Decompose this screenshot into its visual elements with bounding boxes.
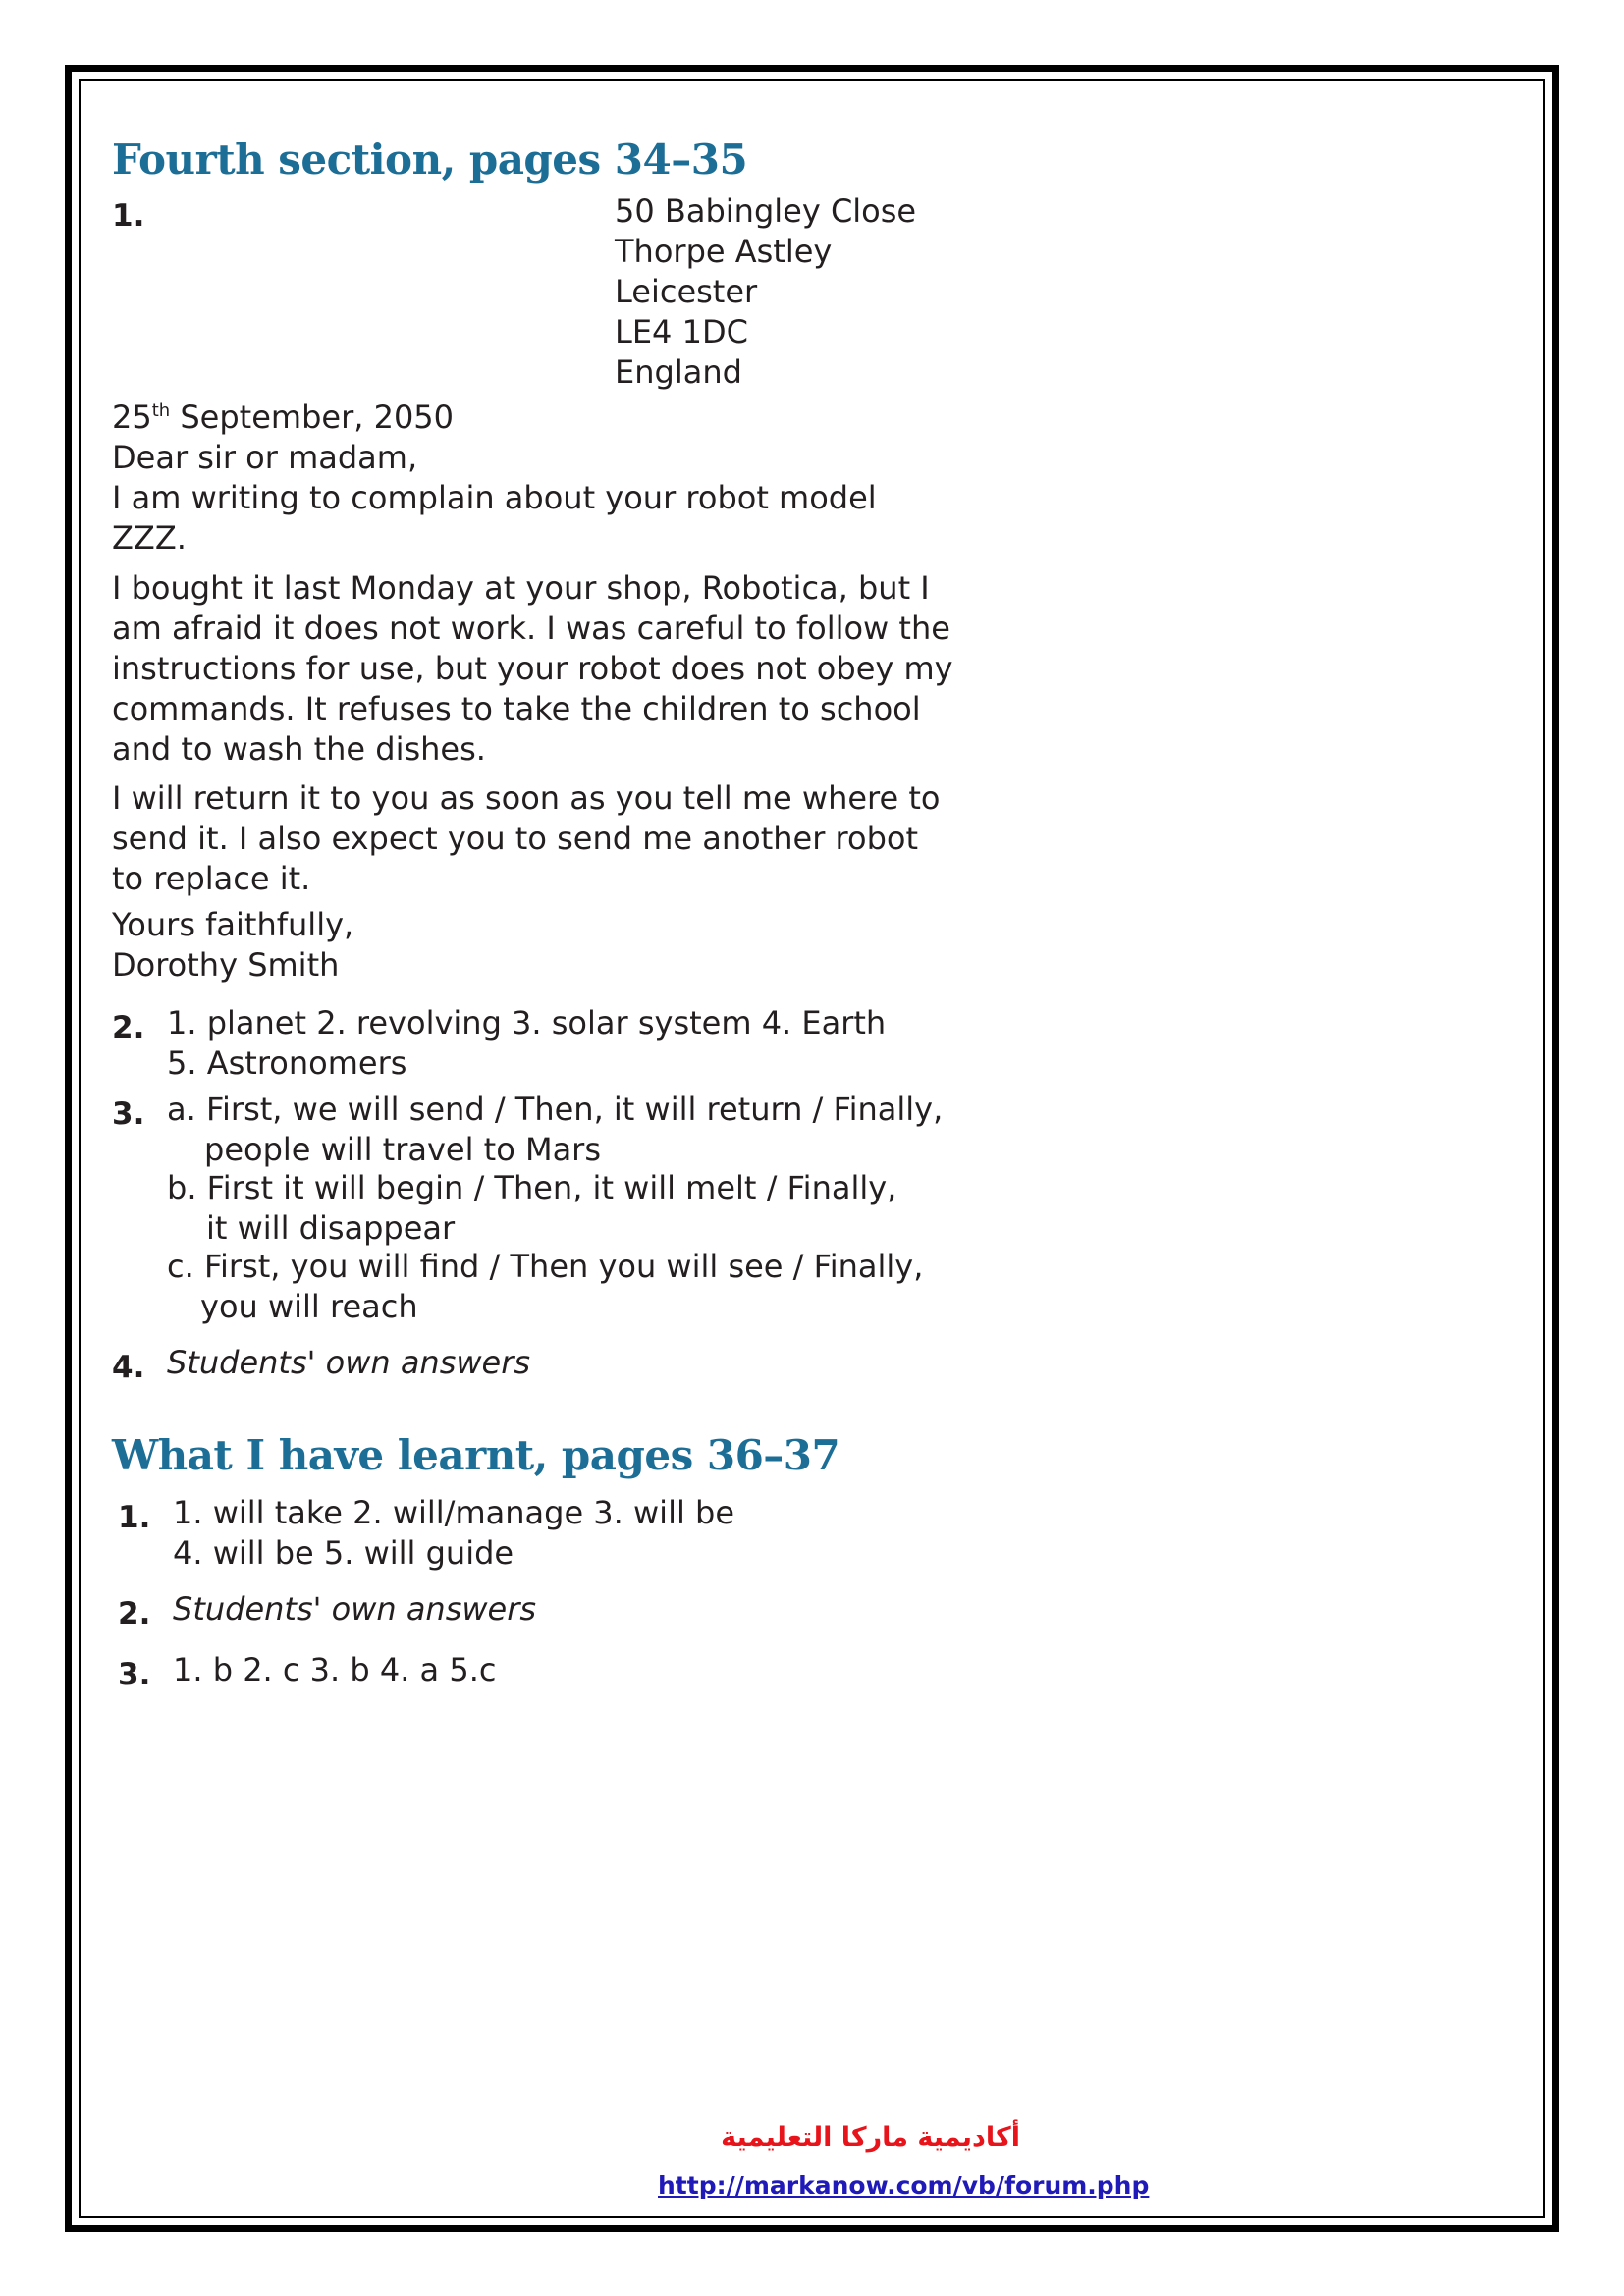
paragraph-line: instructions for use, but your robot does not obey my [112,650,953,687]
question-number-3: 3. [112,1096,145,1132]
paragraph-line: I will return it to you as soon as you tell me where to [112,779,941,817]
section-title-what-i-have-learnt: What I have learnt, pages 36–37 [112,1431,840,1479]
letter-date [112,398,454,438]
question-3b-answer [167,1168,896,1249]
address-line: Leicester [615,273,758,310]
answer-line: people will travel to Mars [204,1131,601,1168]
question-number-3: 3. [118,1657,151,1692]
question-number-4: 4. [112,1350,145,1385]
paragraph-line: send it. I also expect you to send me another robot [112,820,919,857]
question-number-2: 2. [118,1596,151,1631]
letter-paragraph-2 [112,568,953,770]
sender-address [615,191,916,393]
letter-paragraph-1 [112,478,877,559]
letter-paragraph-3 [112,778,940,899]
question-number-1: 1. [112,198,145,234]
question-3c-answer [167,1247,923,1327]
answer-line: 1. planet 2. revolving 3. solar system 4. Earth [167,1004,887,1041]
question-2-answers [167,1003,886,1084]
answer-line: 1. will take 2. will/manage 3. will be [173,1494,735,1531]
learnt-question-3-answers: 1. b 2. c 3. b 4. a 5.c [173,1651,497,1688]
paragraph-line: I bought it last Monday at your shop, Robotica, but I [112,569,930,607]
date-day: 25 [112,399,152,436]
address-line: England [615,353,742,391]
section-title-fourth-section: Fourth section, pages 34–35 [112,135,748,184]
answer-line: 5. Astronomers [167,1044,407,1082]
learnt-question-1-answers [173,1493,734,1574]
answer-line: 4. will be 5. will guide [173,1534,514,1572]
question-number-1: 1. [118,1500,151,1535]
question-4-answer: Students' own answers [167,1344,531,1381]
answer-line: you will reach [200,1288,418,1325]
answer-line: a. First, we will send / Then, it will return / Finally, [167,1091,944,1128]
answer-line: it will disappear [206,1209,456,1247]
answer-line: b. First it will begin / Then, it will melt / Finally, [167,1169,897,1206]
date-rest: September, 2050 [170,399,455,436]
date-suffix: th [151,400,171,421]
footer-academy-name: أكاديمية ماركا التعليمية [721,2122,1020,2153]
question-number-2: 2. [112,1010,145,1045]
address-line: Thorpe Astley [615,233,833,270]
letter-closing: Yours faithfully, [112,906,354,943]
letter-greeting: Dear sir or madam, [112,439,418,476]
address-line: 50 Babingley Close [615,192,917,230]
letter-signature: Dorothy Smith [112,946,340,984]
paragraph-line: commands. It refuses to take the children to school [112,690,921,727]
question-3a-answer [167,1090,943,1170]
paragraph-line: ZZZ. [112,519,187,557]
paragraph-line: and to wash the dishes. [112,730,486,768]
paragraph-line: am afraid it does not work. I was careful to follow the [112,610,950,647]
answer-line: c. First, you will find / Then you will see / Finally, [167,1248,924,1285]
paragraph-line: to replace it. [112,860,311,897]
footer-forum-link[interactable]: http://markanow.com/vb/forum.php [658,2171,1150,2200]
address-line: LE4 1DC [615,313,748,350]
paragraph-line: I am writing to complain about your robot model [112,479,877,516]
learnt-question-2-answer: Students' own answers [173,1590,537,1628]
